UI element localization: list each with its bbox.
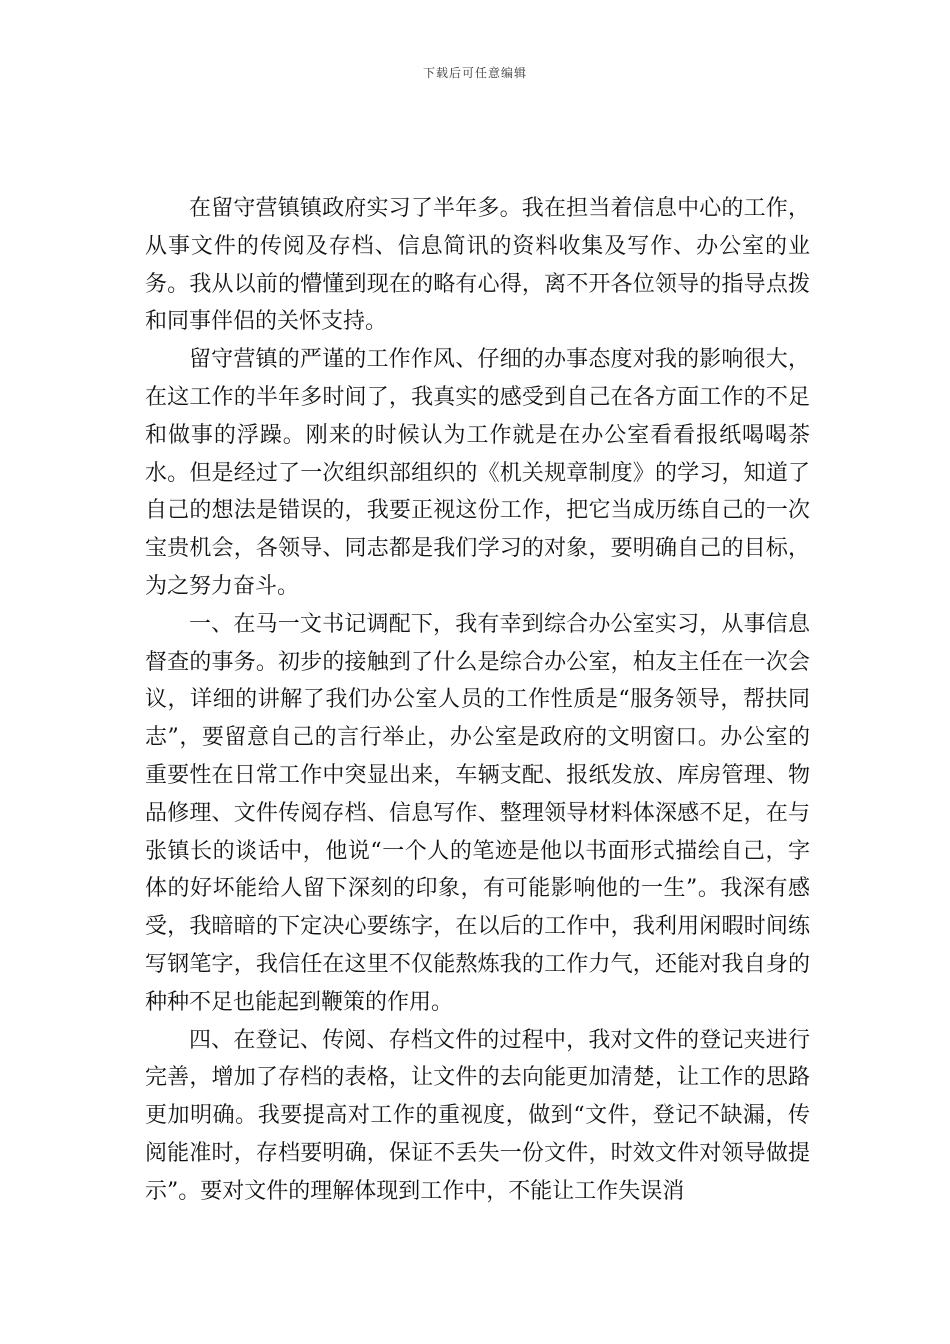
paragraph-3: 一、在马一文书记调配下，我有幸到综合办公室实习，从事信息督查的事务。初步的接触到了什么是综合办公室，柏友主任在一次会议，详细的讲解了我们办公室人员的工作性质是“服务领导，帮扶同志”，要留意自己的言行举止，办公室是政府的文明窗口。办公室的重要性在日常工作中突显出来，车辆支配、报纸发放、库房管理、物品修理、文件传阅存档、信息写作、整理领导材料体深感不足，在与张镇长的谈话中，他说“一个人的笔迹是他以书面形式描绘自己，字体的好坏能给人留下深刻的印象，有可能影响他的一生”。我深有感受，我暗暗的下定决心要练字，在以后的工作中，我利用闲暇时间练写钢笔字，我信任在这里不仅能熬炼我的工作力气，还能对我自身的种种不足也能起到鞭策的作用。: [145, 611, 810, 1015]
page-header: 下载后可任意编辑: [422, 66, 527, 80]
paragraph-2: 留守营镇的严谨的工作作风、仔细的办事态度对我的影响很大，在这工作的半年多时间了，我真实的感受到自己在各方面工作的不足和做事的浮躁。刚来的时候认为工作就是在办公室看看报纸喝喝茶水。但是经过了一次组织部组织的《机关规章制度》的学习，知道了自己的想法是错误的，我要正视这份工作，把它当成历练自己的一次宝贵机会，各领导、同志都是我们学习的对象，要明确自己的目标，为之努力奋斗。: [145, 347, 810, 599]
paragraph-4: 四、在登记、传阅、存档文件的过程中，我对文件的登记夹进行完善，增加了存档的表格，让文件的去向能更加清楚，让工作的思路更加明确。我要提高对工作的重视度，做到“文件，登记不缺漏，传阅能准时，存档要明确，保证不丢失一份文件，时效文件对领导做提示”。要对文件的理解体现到工作中，不能让工作失误消: [145, 1027, 810, 1204]
paragraph-1: 在留守营镇镇政府实习了半年多。我在担当着信息中心的工作，从事文件的传阅及存档、信息简讯的资料收集及写作、办公室的业务。我从以前的懵懂到现在的略有心得，离不开各位领导的指导点拨和同事伴侣的关怀支持。: [145, 196, 810, 335]
document-body: [145, 190, 810, 1211]
